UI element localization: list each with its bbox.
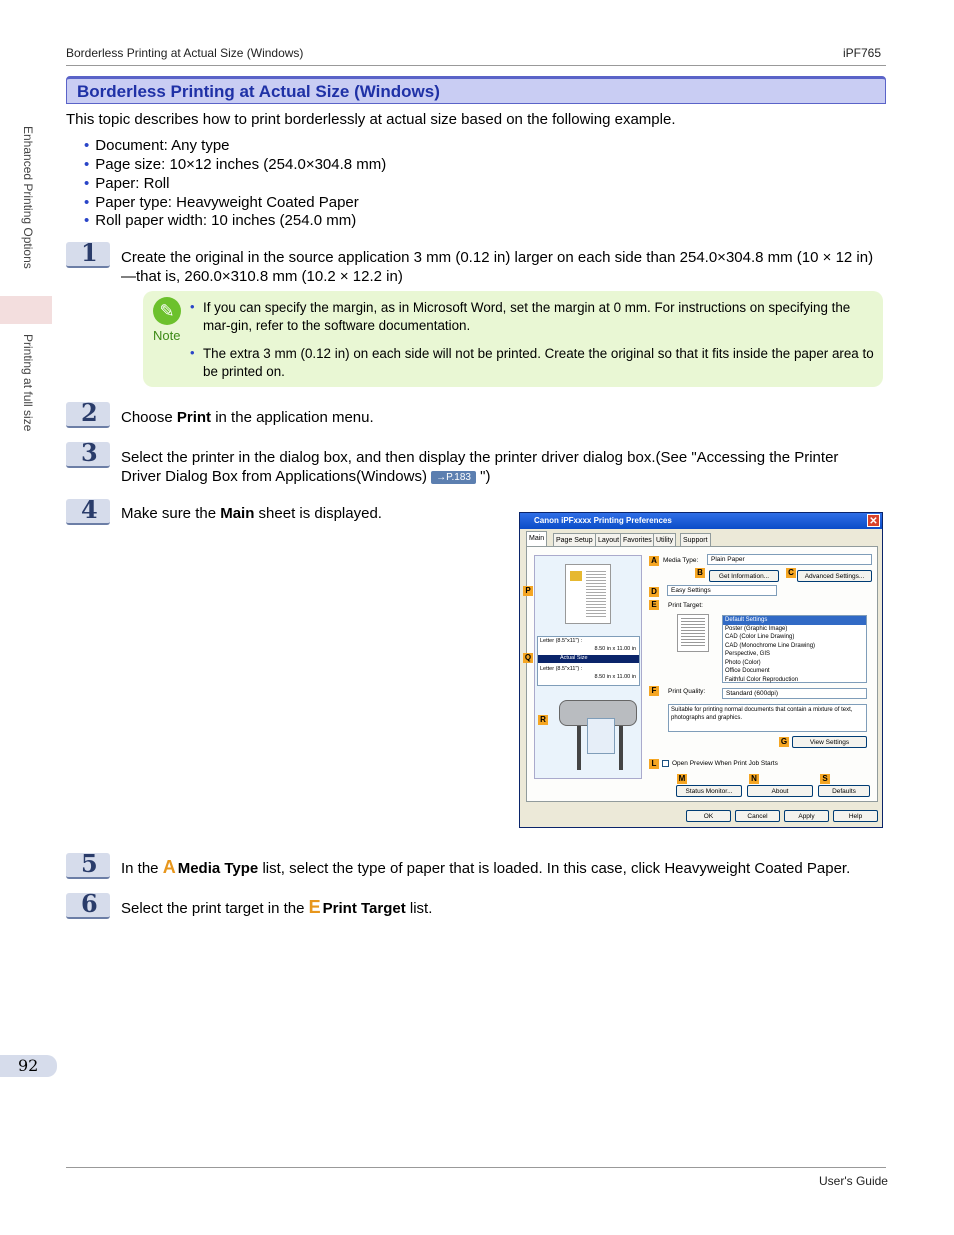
page-number: 92 (18, 1056, 39, 1075)
cancel-button[interactable]: Cancel (735, 810, 780, 822)
callout-label: D (649, 587, 659, 597)
callout-label: A (649, 556, 659, 566)
list-item[interactable]: CAD (Color Line Drawing) (725, 634, 795, 640)
tab-layout[interactable]: Layout (595, 533, 622, 546)
dialog-titlebar (520, 513, 882, 529)
easy-settings-select[interactable]: Easy Settings (667, 585, 777, 596)
list-item: • Roll paper width: 10 inches (254.0 mm) (84, 212, 357, 229)
running-header-model: iPF765 (843, 46, 882, 60)
header-rule (66, 65, 886, 66)
list-item[interactable]: Perspective, GIS (725, 651, 771, 657)
bullet-icon: • (190, 345, 195, 360)
side-tab-subsection-label: Printing at full size (21, 334, 35, 432)
side-tab-section-label: Enhanced Printing Options (21, 126, 35, 269)
status-monitor-button[interactable]: Status Monitor... (676, 785, 742, 797)
callout-label: N (749, 774, 759, 784)
advanced-settings-button[interactable]: Advanced Settings... (797, 570, 872, 582)
defaults-button[interactable]: Defaults (818, 785, 870, 797)
apply-button[interactable]: Apply (784, 810, 829, 822)
pencil-check-icon: ✎ (153, 297, 181, 325)
tab-support[interactable]: Support (680, 533, 711, 546)
list-item: • Paper: Roll (84, 175, 170, 192)
note-label: Note (153, 328, 181, 343)
tab-favorites[interactable]: Favorites (620, 533, 655, 546)
callout-label: R (538, 715, 548, 725)
printer-illustration (557, 688, 637, 774)
step-number: 2 (66, 402, 110, 428)
step-2-text: Choose Print in the application menu. (121, 409, 374, 426)
callout-label: Q (524, 653, 532, 662)
description-text: Suitable for printing normal documents that contain a mixture of text, photographs and graphics. (668, 704, 867, 732)
list-item: • Document: Any type (84, 137, 230, 154)
callout-label: S (820, 774, 830, 784)
step-number: 1 (66, 242, 110, 268)
get-information-button[interactable]: Get Information... (709, 570, 779, 582)
step-number: 6 (66, 893, 110, 919)
print-target-label: Print Target: (668, 602, 703, 609)
page-reference-link[interactable]: →P.183 (431, 471, 476, 484)
section-heading-text: Borderless Printing at Actual Size (Windows) (77, 82, 440, 101)
ok-button[interactable]: OK (686, 810, 731, 822)
close-icon[interactable]: ✕ (867, 514, 880, 527)
print-target-list[interactable] (722, 615, 867, 683)
tab-utility[interactable]: Utility (653, 533, 676, 546)
list-item[interactable]: Photo (Color) (725, 659, 761, 666)
step-4-text: Make sure the Main sheet is displayed. (121, 505, 382, 522)
callout-label: E (649, 600, 659, 610)
callout-label: F (649, 686, 659, 696)
list-item: • Paper type: Heavyweight Coated Paper (84, 194, 359, 211)
page-number-tab (0, 1055, 57, 1077)
dialog-title: Canon iPFxxxx Printing Preferences (534, 516, 672, 525)
media-type-label: Media Type: (663, 557, 699, 564)
running-header-title: Borderless Printing at Actual Size (Windows) (66, 46, 304, 60)
tab-page-setup[interactable]: Page Setup (553, 533, 596, 546)
callout-label: L (649, 759, 659, 769)
intro-text: This topic describes how to print borderlessly at actual size based on the following example. (66, 111, 676, 128)
step-number: 3 (66, 442, 110, 468)
step-number: 5 (66, 853, 110, 879)
help-button[interactable]: Help (833, 810, 878, 822)
list-item[interactable]: Office Document (725, 668, 770, 674)
list-item[interactable]: Poster (Graphic Image) (725, 625, 788, 632)
print-quality-select[interactable]: Standard (600dpi) (722, 688, 867, 699)
footer-rule (66, 1167, 886, 1168)
note-item: The extra 3 mm (0.12 in) on each side will not be printed. Create the original so that it fits inside the paper area to be printed on. (203, 346, 874, 379)
side-tab-highlight (0, 296, 52, 324)
step-3-text: Select the printer in the dialog box, and then display the printer driver dialog box.(See "Accessing the Printer Driver Dialog Box from Applications(Windows) →P.183 ") (121, 449, 839, 485)
callout-label: M (678, 774, 686, 783)
list-item: • Page size: 10×12 inches (254.0×304.8 mm) (84, 156, 387, 173)
size-info-box: Letter (8.5"x11") : 8.50 in x 11.00 in Actual Size Letter (8.5"x11") : 8.50 in x 11.00 in (537, 636, 640, 686)
step-6-text: Select the print target in the E Print Target list. (121, 897, 433, 917)
note-item: If you can specify the margin, as in Microsoft Word, set the margin at 0 mm. For instructions on specifying the mar-gin, refer to the software documentation. (203, 300, 851, 333)
callout-letter-icon: A (162, 857, 176, 877)
open-preview-checkbox[interactable] (662, 760, 669, 767)
callout-label: G (780, 737, 788, 746)
step-5-text: In the A Media Type list, select the type of paper that is loaded. In this case, click Heavyweight Coated Paper. (121, 857, 851, 877)
list-item[interactable]: CAD (Monochrome Line Drawing) (725, 642, 816, 649)
callout-label: P (523, 586, 533, 596)
actual-size-row: Actual Size (538, 655, 639, 663)
step-number: 4 (66, 499, 110, 525)
list-item[interactable]: Default Settings (723, 616, 866, 625)
list-item[interactable]: Faithful Color Reproduction (725, 676, 799, 683)
callout-label: C (786, 568, 796, 578)
side-tab-subsection (0, 324, 52, 454)
footer-text: User's Guide (819, 1174, 888, 1188)
section-heading (66, 76, 886, 104)
about-button[interactable]: About (747, 785, 813, 797)
print-quality-label: Print Quality: (668, 688, 706, 695)
print-target-thumbnail (677, 614, 709, 652)
preview-area (534, 555, 642, 779)
media-type-select[interactable]: Plain Paper (707, 554, 872, 565)
tab-main[interactable]: Main (526, 531, 547, 546)
callout-label: B (695, 568, 705, 578)
bullet-icon: • (190, 299, 195, 314)
open-preview-label: Open Preview When Print Job Starts (672, 760, 778, 767)
step-1-text: Create the original in the source application 3 mm (0.12 in) larger on each side than 254.0×304.8 mm (10 × 12 in) —that is, 260.0×310.8 mm (10.2 × 12.2 in) (121, 249, 874, 285)
page-preview-image (565, 564, 611, 624)
callout-letter-icon: E (308, 897, 321, 917)
note-box (143, 291, 883, 387)
side-tab-section (0, 60, 52, 296)
view-settings-button[interactable]: View Settings (792, 736, 867, 748)
printing-preferences-dialog (519, 512, 883, 828)
